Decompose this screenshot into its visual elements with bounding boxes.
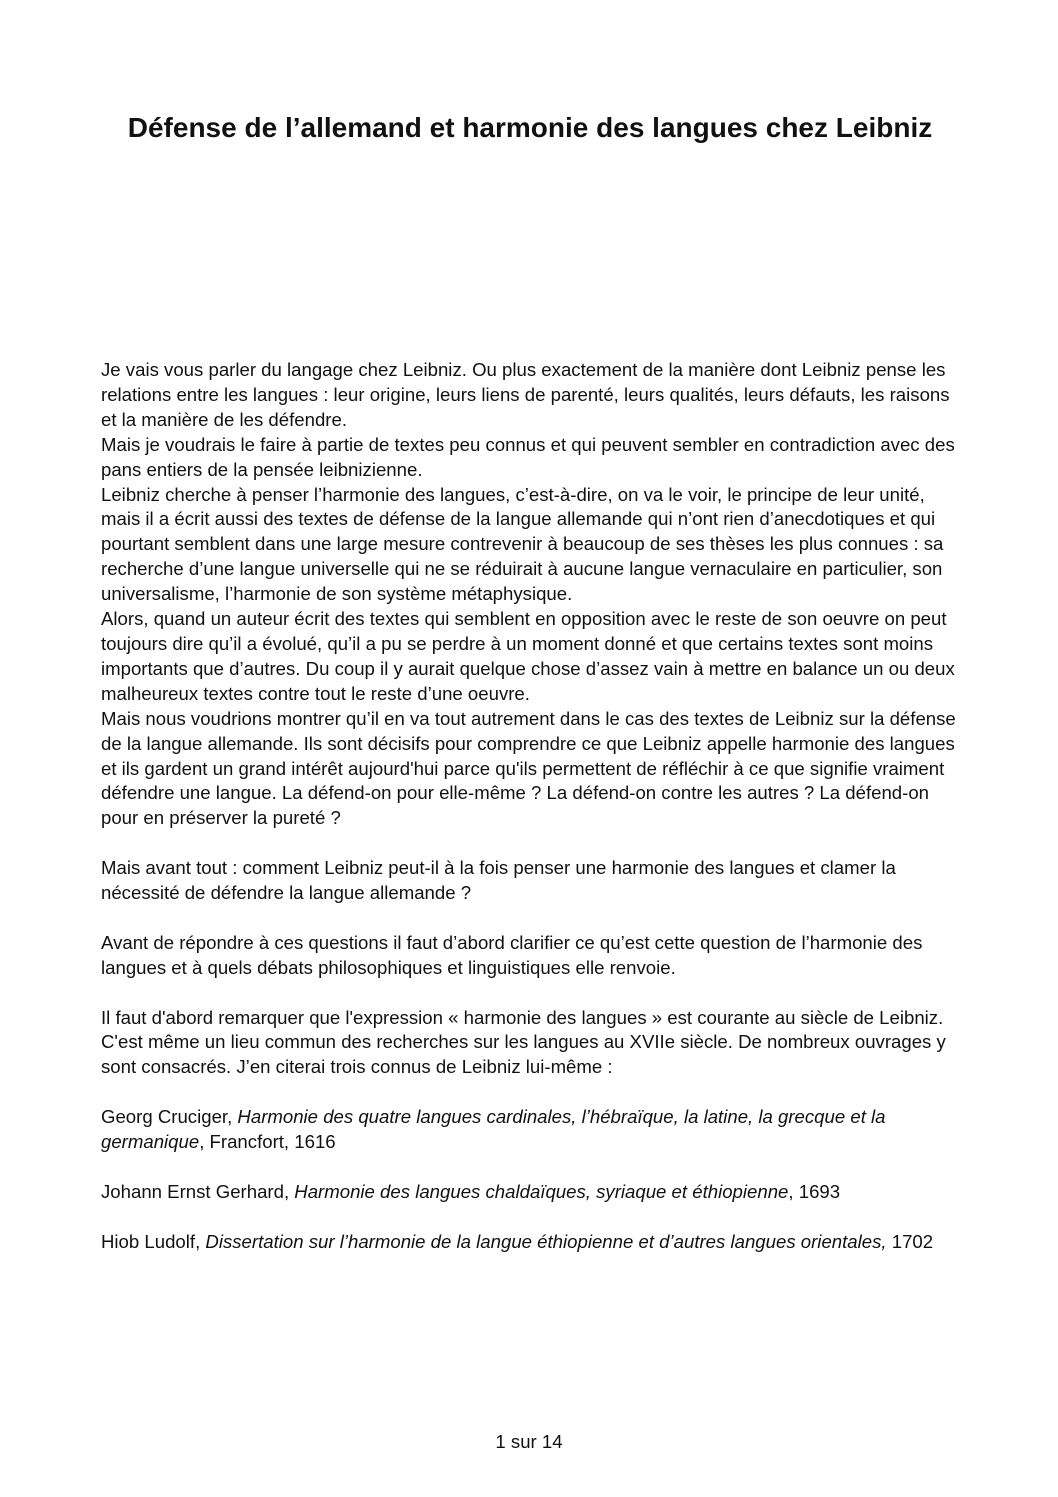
document-title: Défense de l’allemand et harmonie des langues chez Leibniz	[127, 112, 933, 143]
reference-title: Harmonie des langues chaldaïques, syriaque et éthiopienne	[294, 1180, 789, 1202]
reference-details: 1702	[886, 1230, 934, 1252]
paragraph: Je vais vous parler du langage chez Leibniz. Ou plus exactement de la manière dont Leibniz pense les relations entre les langues : leur origine, leurs liens de parenté, leurs qualités, leurs défauts, les raisons et la manière de les défendre.	[101, 359, 950, 430]
page-number: 1 sur 14	[495, 1431, 563, 1452]
paragraph: Leibniz cherche à penser l’harmonie des langues, c’est-à-dire, on va le voir, le principe de leur unité, mais il a écrit aussi des textes de défense de la langue allemande qui n’ont rien d’anecdotiques et qui pourtant semblent dans une large mesure contrevenir à beaucoup de ses thèses les plus connues : sa recherche d’une langue universelle qui ne se réduirait à aucune langue vernaculaire en particulier, son universalisme, l’harmonie de son système métaphysique.	[101, 483, 944, 605]
reference-entry	[101, 1105, 961, 1155]
reference-author: Johann Ernst Gerhard,	[101, 1180, 290, 1202]
paragraph: Avant de répondre à ces questions il faut d’abord clarifier ce qu’est cette question de l’harmonie des langues et à quels débats philosophiques et linguistiques elle renvoie.	[101, 931, 923, 978]
reference-title: Dissertation sur l’harmonie de la langue éthiopienne et d’autres langues orientales,	[205, 1230, 887, 1252]
paragraph: Mais avant tout : comment Leibniz peut-il à la fois penser une harmonie des langues et clamer la nécessité de défendre la langue allemande ?	[101, 857, 896, 904]
reference-details: , Francfort, 1616	[199, 1131, 336, 1153]
reference-details: , 1693	[788, 1180, 841, 1202]
reference-entry	[101, 1180, 961, 1205]
reference-author: Hiob Ludolf,	[101, 1230, 201, 1252]
reference-author: Georg Cruciger,	[101, 1106, 233, 1128]
paragraph: Alors, quand un auteur écrit des textes qui semblent en opposition avec le reste de son oeuvre on peut toujours dire qu’il a évolué, qu’il a pu se perdre à un moment donné et que certains textes sont moins importants que d’autres. Du coup il y aurait quelque chose d’assez vain à mettre en balance un ou deux malheureux textes contre tout le reste d’une oeuvre.	[101, 608, 955, 704]
document-body	[101, 358, 961, 1255]
paragraph: Mais je voudrais le faire à partie de textes peu connus et qui peuvent sembler en contradiction avec des pans entiers de la pensée leibnizienne.	[101, 433, 955, 480]
reference-title: Harmonie des quatre langues cardinales, l’hébraïque, la latine, la grecque et la germanique	[101, 1106, 886, 1153]
paragraph: Il faut d'abord remarquer que l'expression « harmonie des langues » est courante au siècle de Leibniz. C'est même un lieu commun des recherches sur les langues au XVIIe siècle. De nombreux ouvrages y sont consacrés. J’en citerai trois connus de Leibniz lui-même :	[101, 1006, 946, 1078]
paragraph: Mais nous voudrions montrer qu’il en va tout autrement dans le cas des textes de Leibniz sur la défense de la langue allemande. Ils sont décisifs pour comprendre ce que Leibniz appelle harmonie des langues et ils gardent un grand intérêt aujourd'hui parce qu'ils permettent de réfléchir à ce que signifie vraiment défendre une langue. La défend-on pour elle-même ? La défend-on contre les autres ? La défend-on pour en préserver la pureté ?	[101, 707, 956, 829]
reference-entry	[101, 1230, 961, 1255]
